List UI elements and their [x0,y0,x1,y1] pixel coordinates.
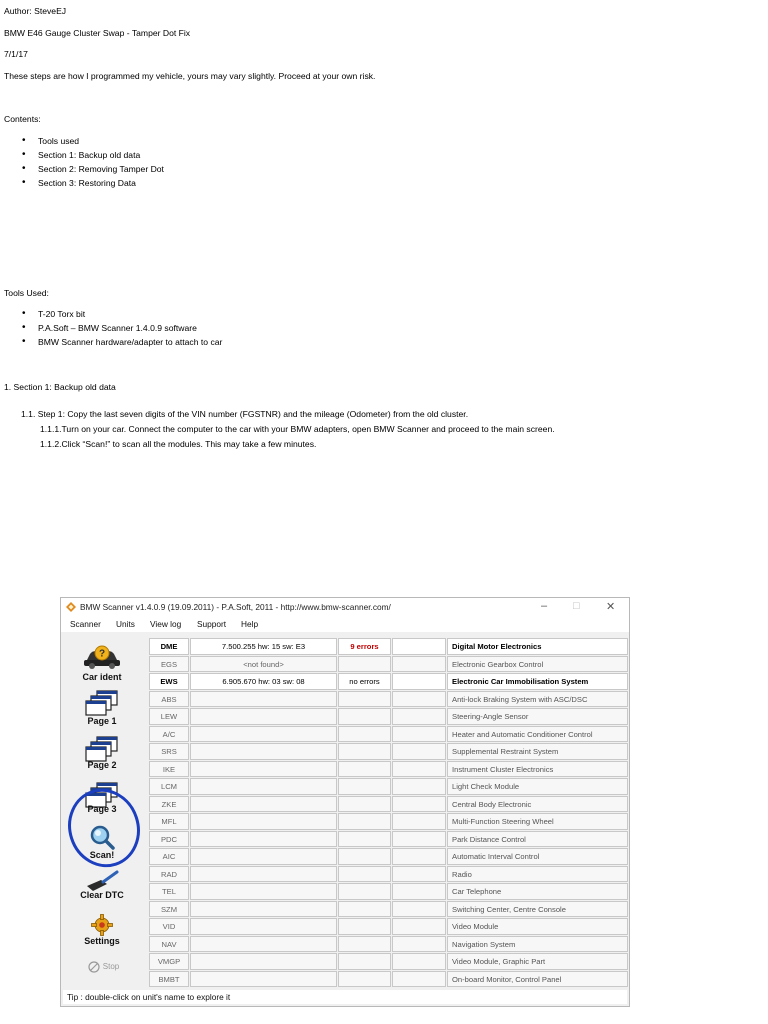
module-extra [392,901,446,918]
module-description: Electronic Car Immobilisation System [447,673,628,690]
intro-text: These steps are how I programmed my vehicle, yours may vary slightly. Proceed at your own risk. [4,71,376,81]
module-extra [392,848,446,865]
settings-label: Settings [84,936,120,946]
module-errors: 9 errors [338,638,391,655]
table-row[interactable] [149,691,627,709]
module-errors [338,708,391,725]
module-code: LEW [149,708,189,725]
tip-bar: Tip : double-click on unit's name to explore it [63,990,627,1004]
hand-drawn-circle-annotation [61,776,151,876]
module-description: On-board Monitor, Control Panel [447,971,628,988]
module-description: Heater and Automatic Conditioner Control [447,726,628,743]
module-description: Instrument Cluster Electronics [447,761,628,778]
scan-label: Scan! [89,850,115,860]
table-row[interactable] [149,953,627,971]
table-row[interactable] [149,918,627,936]
module-description: Park Distance Control [447,831,628,848]
module-extra [392,743,446,760]
module-errors [338,778,391,795]
module-extra [392,883,446,900]
module-description: Supplemental Restraint System [447,743,628,760]
table-row[interactable] [149,638,627,656]
module-description: Car Telephone [447,883,628,900]
module-errors [338,866,391,883]
tools-list [4,307,222,349]
module-info: <not found> [190,656,337,673]
module-errors [338,883,391,900]
menu-units[interactable]: Units [116,619,135,629]
settings-button[interactable] [63,912,141,952]
module-code: LCM [149,778,189,795]
module-errors [338,971,391,988]
module-code: SRS [149,743,189,760]
module-description: Multi-Function Steering Wheel [447,813,628,830]
module-info [190,901,337,918]
module-code: VID [149,918,189,935]
module-extra [392,866,446,883]
module-errors [338,656,391,673]
contents-list [4,134,164,190]
author-line: Author: SteveEJ [4,6,67,16]
module-info [190,831,337,848]
module-code: EWS [149,673,189,690]
table-row[interactable] [149,971,627,989]
table-row[interactable] [149,708,627,726]
module-extra [392,831,446,848]
table-row[interactable] [149,848,627,866]
step111-text: 1.1.1.Turn on your car. Connect the computer to the car with your BMW adapters, open BMW Scanner and proceed to the main screen. [40,424,555,434]
module-errors [338,936,391,953]
module-info: 6.905.670 hw: 03 sw: 08 [190,673,337,690]
module-code: PDC [149,831,189,848]
module-code: MFL [149,813,189,830]
menu-view-log[interactable]: View log [150,619,182,629]
table-row[interactable] [149,831,627,849]
module-code: A/C [149,726,189,743]
section1-heading: 1. Section 1: Backup old data [4,382,116,392]
menu-help[interactable]: Help [241,619,259,629]
module-description: Light Check Module [447,778,628,795]
list-item: • Tools used [4,134,164,148]
window-title: BMW Scanner v1.4.0.9 (19.09.2011) - P.A.Soft, 2011 - http://www.bmw-scanner.com/ [80,602,391,612]
stop-button[interactable] [63,958,141,976]
title-bar [61,598,629,618]
table-row[interactable] [149,901,627,919]
module-errors [338,726,391,743]
clear-dtc-label: Clear DTC [80,890,124,900]
stop-label: Stop [102,962,120,971]
module-info [190,813,337,830]
module-extra [392,796,446,813]
list-item: • BMW Scanner hardware/adapter to attach to car [4,335,222,349]
module-code: VMGP [149,953,189,970]
module-info [190,848,337,865]
list-item: • Section 3: Restoring Data [4,176,164,190]
module-description: Video Module, Graphic Part [447,953,628,970]
menu-scanner[interactable]: Scanner [70,619,101,629]
page1-label: Page 1 [87,716,117,726]
car-ident-label: Car ident [82,672,122,682]
module-errors: no errors [338,673,391,690]
module-info: 7.500.255 hw: 15 sw: E3 [190,638,337,655]
module-code: TEL [149,883,189,900]
list-item: • P.A.Soft – BMW Scanner 1.4.0.9 software [4,321,222,335]
module-code: ZKE [149,796,189,813]
tools-heading: Tools Used: [4,288,49,298]
module-extra [392,778,446,795]
table-row[interactable] [149,813,627,831]
module-description: Central Body Electronic [447,796,628,813]
list-item: • T-20 Torx bit [4,307,222,321]
module-errors [338,813,391,830]
module-info [190,778,337,795]
table-row[interactable] [149,778,627,796]
page2-button[interactable] [63,734,141,778]
module-extra [392,691,446,708]
step1-text: 1.1. Step 1: Copy the last seven digits of the VIN number (FGSTNR) and the mileage (Odometer) from the old cluster. [21,409,469,419]
gear-icon [91,914,113,936]
windows-icon [85,736,119,762]
module-description: Anti-lock Braking System with ASC/DSC [447,691,628,708]
module-errors [338,901,391,918]
module-code: ABS [149,691,189,708]
list-item: • Section 1: Backup old data [4,148,164,162]
module-description: Electronic Gearbox Control [447,656,628,673]
maximize-button[interactable]: □ [573,600,580,612]
table-row[interactable] [149,936,627,954]
module-extra [392,726,446,743]
module-info [190,883,337,900]
table-row[interactable] [149,883,627,901]
module-errors [338,918,391,935]
table-row[interactable] [149,673,627,691]
page2-label: Page 2 [87,760,117,770]
module-info [190,936,337,953]
doc-title: BMW E46 Gauge Cluster Swap - Tamper Dot Fix [4,28,191,38]
svg-text:?: ? [98,648,106,660]
module-extra [392,673,446,690]
module-table [149,638,627,984]
doc-date: 7/1/17 [4,49,28,59]
module-extra [392,638,446,655]
module-info [190,708,337,725]
module-extra [392,708,446,725]
module-errors [338,743,391,760]
module-info [190,726,337,743]
module-code: DME [149,638,189,655]
module-description: Navigation System [447,936,628,953]
module-extra [392,971,446,988]
list-item: • Section 2: Removing Tamper Dot [4,162,164,176]
module-code: NAV [149,936,189,953]
table-row[interactable] [149,761,627,779]
table-row[interactable] [149,726,627,744]
windows-icon [85,690,119,716]
contents-heading: Contents: [4,114,41,124]
car-icon [82,644,122,670]
module-code: IKE [149,761,189,778]
menu-support[interactable]: Support [197,619,227,629]
module-extra [392,761,446,778]
module-code: EGS [149,656,189,673]
module-code: BMBT [149,971,189,988]
module-description: Steering-Angle Sensor [447,708,628,725]
menu-bar [61,618,629,632]
module-info [190,796,337,813]
table-row[interactable] [149,796,627,814]
module-errors [338,691,391,708]
module-extra [392,936,446,953]
module-code: AIC [149,848,189,865]
table-row[interactable] [149,656,627,674]
module-info [190,866,337,883]
module-errors [338,831,391,848]
module-info [190,953,337,970]
module-info [190,761,337,778]
module-errors [338,761,391,778]
app-icon [66,602,76,612]
module-extra [392,813,446,830]
module-code: SZM [149,901,189,918]
close-button[interactable]: ✕ [606,601,616,613]
module-errors [338,796,391,813]
bmw-scanner-window [60,597,630,1007]
page3-label: Page 3 [87,804,117,814]
module-description: Digital Motor Electronics [447,638,628,655]
table-row[interactable] [149,866,627,884]
module-description: Video Module [447,918,628,935]
car-ident-button[interactable] [63,640,141,684]
module-code: RAD [149,866,189,883]
module-info [190,918,337,935]
step112-text: 1.1.2.Click “Scan!” to scan all the modules. This may take a few minutes. [40,439,317,449]
module-info [190,691,337,708]
module-info [190,743,337,760]
module-extra [392,656,446,673]
page1-button[interactable] [63,688,141,732]
module-extra [392,918,446,935]
module-info [190,971,337,988]
module-description: Automatic Interval Control [447,848,628,865]
module-errors [338,953,391,970]
minimize-button[interactable]: – [541,600,548,612]
module-description: Switching Center, Centre Console [447,901,628,918]
table-row[interactable] [149,743,627,761]
module-description: Radio [447,866,628,883]
module-errors [338,848,391,865]
module-extra [392,953,446,970]
